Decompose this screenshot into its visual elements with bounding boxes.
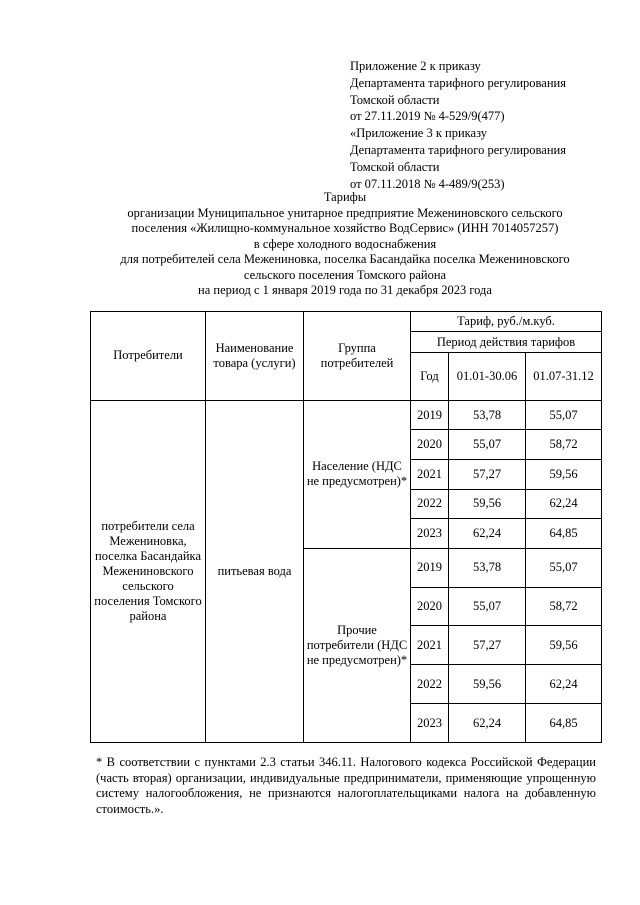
- tariff-h1-cell: 53,78: [449, 548, 526, 587]
- tariff-h2-cell: 62,24: [526, 489, 602, 519]
- year-cell: 2021: [411, 460, 449, 490]
- year-cell: 2022: [411, 489, 449, 519]
- year-cell: 2021: [411, 626, 449, 665]
- tariff-h1-cell: 59,56: [449, 489, 526, 519]
- tariff-h2-cell: 58,72: [526, 587, 602, 626]
- title-line: в сфере холодного водоснабжения: [253, 236, 437, 251]
- header-line: «Приложение 3 к приказу: [350, 126, 488, 141]
- tariff-h2-cell: 55,07: [526, 548, 602, 587]
- tariff-h1-cell: 62,24: [449, 704, 526, 743]
- header-line: Департамента тарифного регулирования: [350, 75, 566, 90]
- tariff-h2-cell: 59,56: [526, 626, 602, 665]
- title-line: для потребителей села Межениновка, поселка Басандайка поселка Межениновского: [120, 252, 570, 266]
- document-title: [90, 190, 600, 299]
- header-line: от 27.11.2019 № 4-529/9(477): [350, 109, 505, 124]
- tariff-h1-cell: 57,27: [449, 460, 526, 490]
- header-group: Группа потребителей: [304, 312, 411, 401]
- table-row: [91, 400, 602, 430]
- header-line: Томской области: [350, 92, 440, 107]
- header-tariff: Тариф, руб./м.куб.: [411, 312, 602, 332]
- title-line: Тарифы: [323, 190, 367, 204]
- tariff-h1-cell: 62,24: [449, 519, 526, 549]
- title-line: организации Муниципальное унитарное предприятие Межениновского сельского: [127, 205, 563, 220]
- year-cell: 2023: [411, 519, 449, 549]
- year-cell: 2019: [411, 548, 449, 587]
- header-h2: 01.07-31.12: [526, 352, 602, 400]
- tariff-h2-cell: 64,85: [526, 704, 602, 743]
- tariff-h1-cell: 55,07: [449, 587, 526, 626]
- year-cell: 2020: [411, 587, 449, 626]
- year-cell: 2023: [411, 704, 449, 743]
- title-line: на период с 1 января 2019 года по 31 декабря 2023 года: [198, 283, 492, 297]
- group-cell: Население (НДС не предусмотрен)*: [304, 400, 411, 548]
- year-cell: 2022: [411, 665, 449, 704]
- header-year: Год: [411, 352, 449, 400]
- footnote: * В соответствии с пунктами 2.3 статьи 346.11. Налогового кодекса Российской Федерации (часть вторая) организации, индивидуальные предприниматели, применяющие упрощенную систему налогообложения, не признаются налогоплательщиками налога на добавленную стоимость.».: [96, 755, 596, 816]
- header-h1: 01.01-30.06: [449, 352, 526, 400]
- tariff-h2-cell: 62,24: [526, 665, 602, 704]
- tariff-h1-cell: 55,07: [449, 430, 526, 460]
- tariff-h2-cell: 55,07: [526, 400, 602, 430]
- tariff-h2-cell: 59,56: [526, 460, 602, 490]
- consumer-cell: потребители села Межениновка, поселка Басандайка Межениновского сельского поселения Томского района: [91, 400, 206, 742]
- tariff-h2-cell: 58,72: [526, 430, 602, 460]
- product-cell: питьевая вода: [206, 400, 304, 742]
- header-consumers: Потребители: [91, 312, 206, 401]
- group-cell: Прочие потребители (НДС не предусмотрен)*: [304, 548, 411, 742]
- title-line: сельского поселения Томского района: [243, 267, 447, 282]
- header-line: от 07.11.2018 № 4-489/9(253): [350, 176, 505, 191]
- year-cell: 2019: [411, 400, 449, 430]
- header-period: Период действия тарифов: [411, 332, 602, 352]
- header-line: Приложение 2 к приказу: [350, 59, 481, 73]
- tariff-table: [90, 311, 602, 743]
- header-line: Томской области: [350, 159, 440, 174]
- header-line: Департамента тарифного регулирования: [350, 142, 566, 157]
- title-line: поселения «Жилищно-коммунальное хозяйство ВодСервис» (ИНН 7014057257): [131, 221, 559, 235]
- order-header: [350, 58, 566, 192]
- tariff-h1-cell: 57,27: [449, 626, 526, 665]
- tariff-h1-cell: 59,56: [449, 665, 526, 704]
- year-cell: 2020: [411, 430, 449, 460]
- tariff-h2-cell: 64,85: [526, 519, 602, 549]
- tariff-h1-cell: 53,78: [449, 400, 526, 430]
- header-product: Наименование товара (услуги): [206, 312, 304, 401]
